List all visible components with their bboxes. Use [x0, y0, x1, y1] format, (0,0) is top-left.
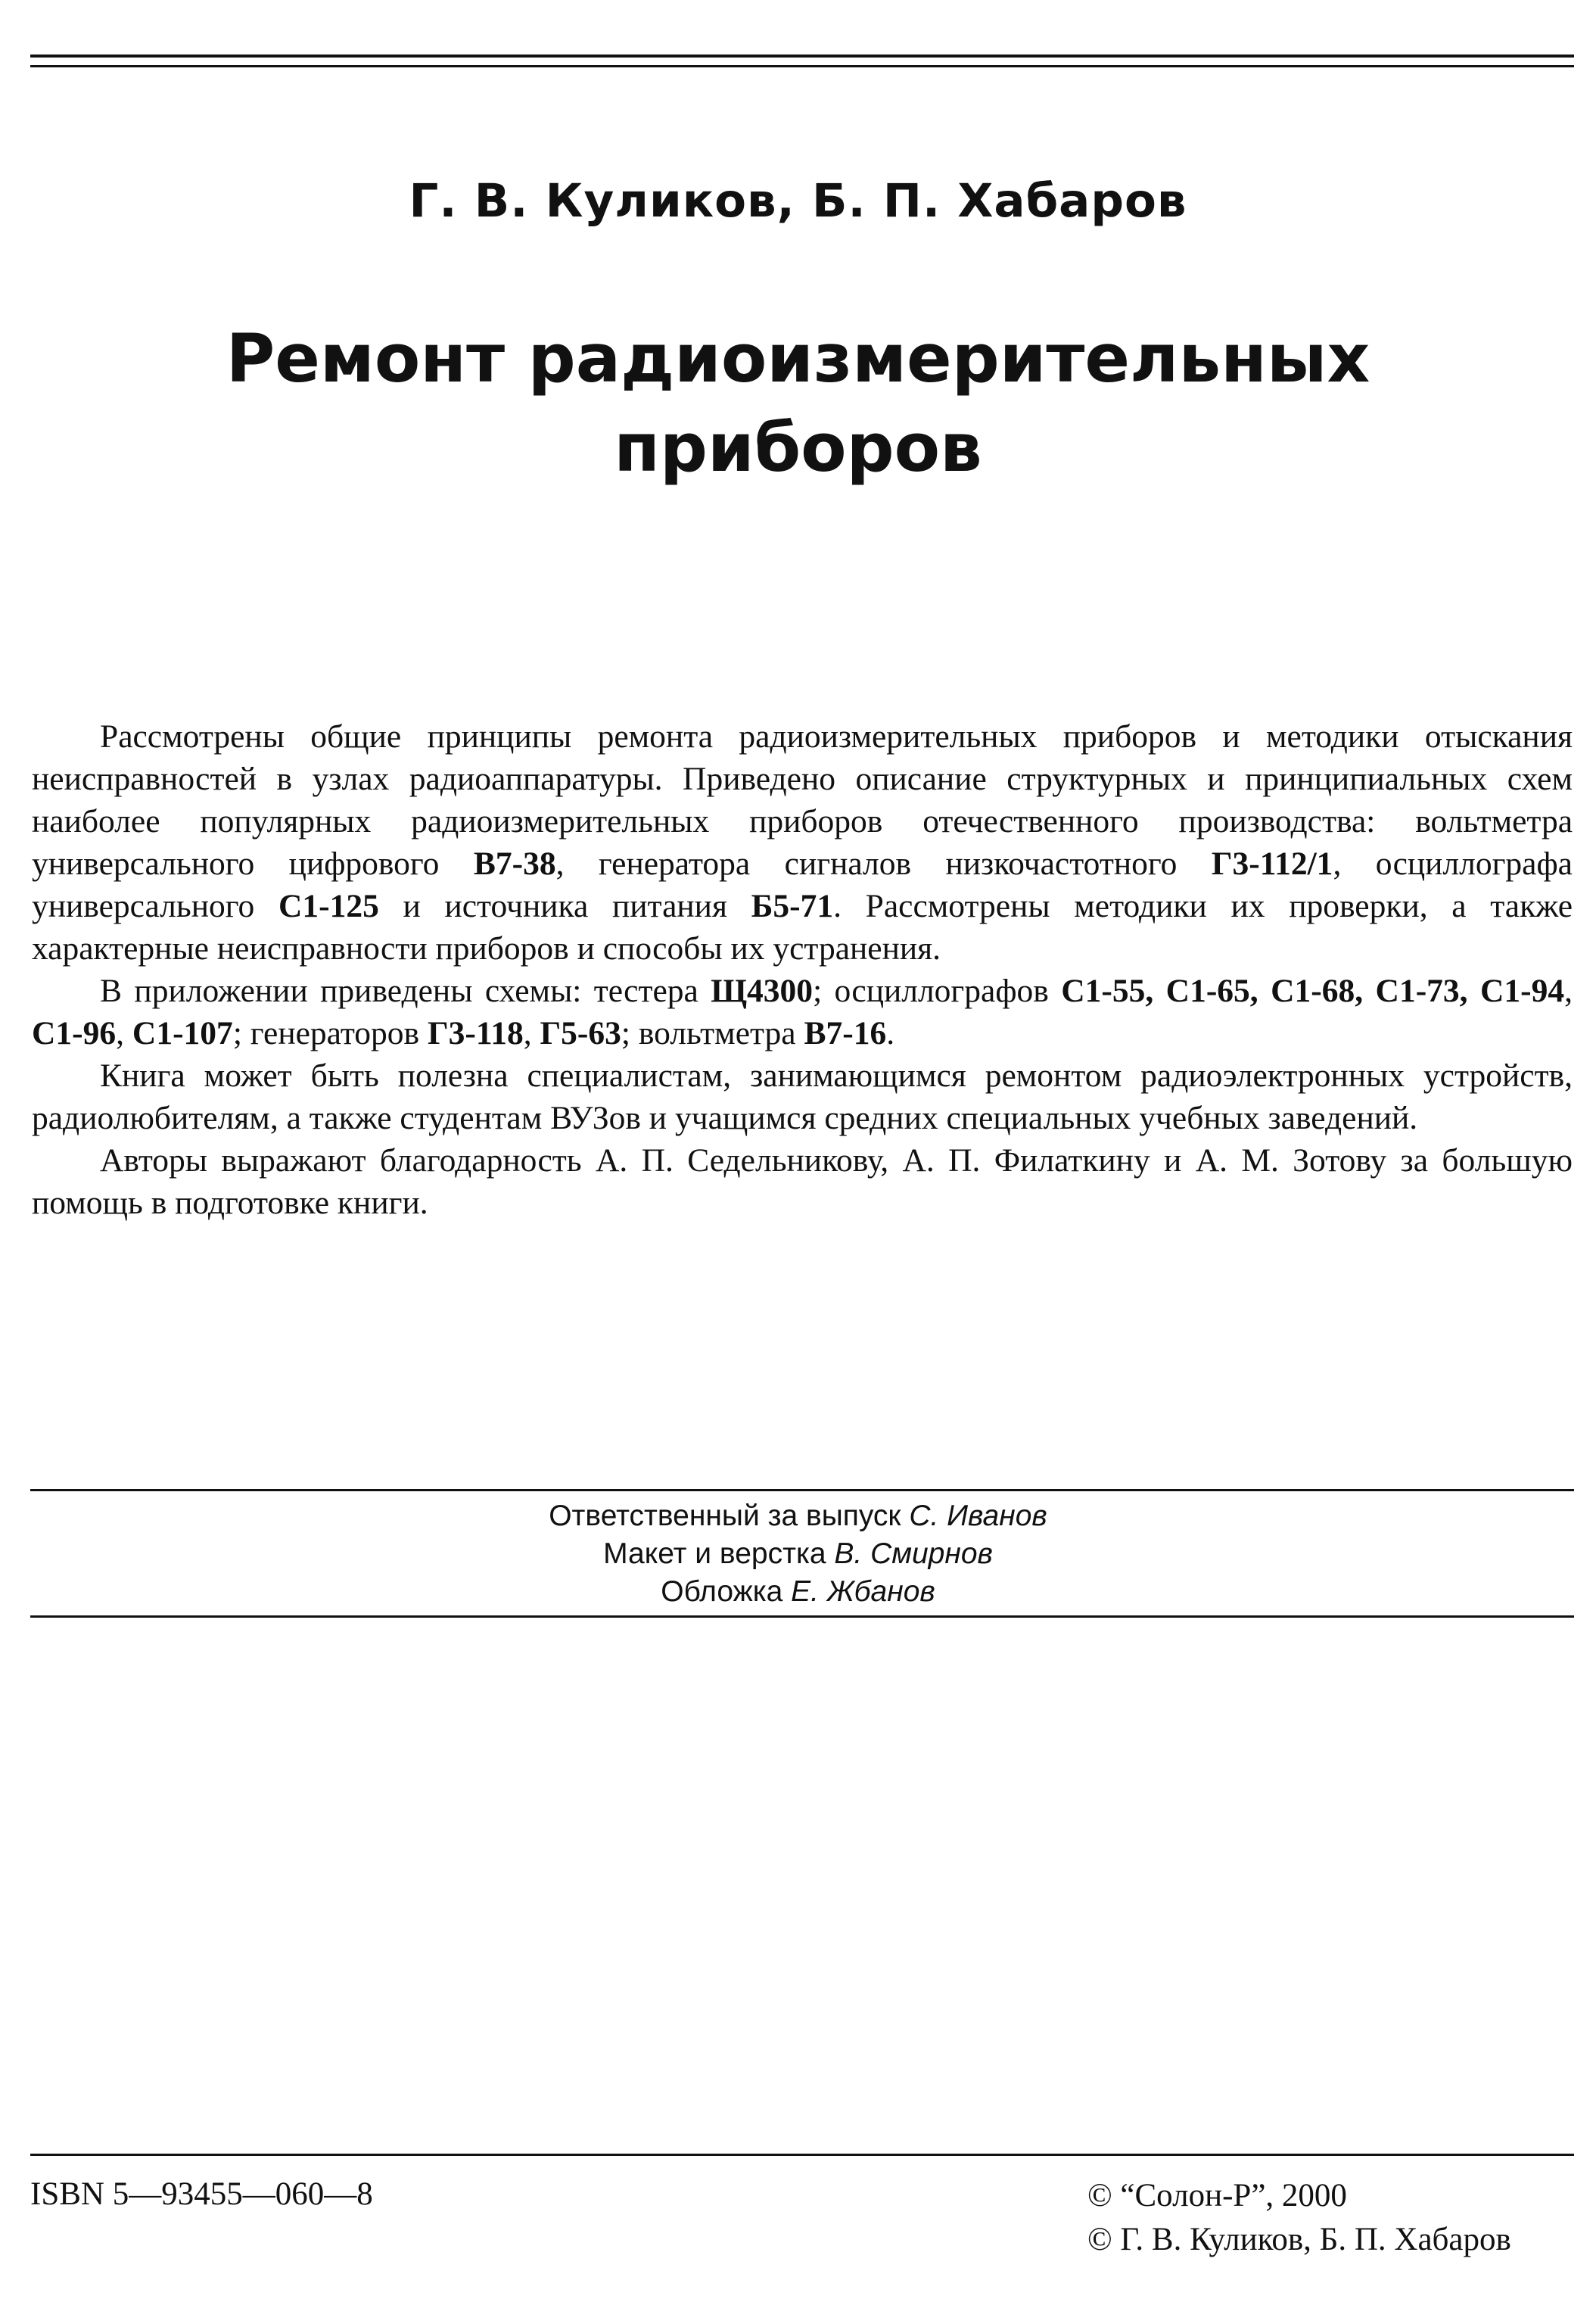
abstract-p2-model-3: С1-96 — [32, 1015, 117, 1051]
abstract-p2-model-4: С1-107 — [132, 1015, 233, 1051]
top-rule-thin — [30, 65, 1574, 67]
abstract-p2-model-1: Щ4300 — [711, 973, 814, 1009]
abstract-paragraph-4: Авторы выражают благодарность А. П. Седельникову, А. П. Филаткину и А. М. Зотову за большую помощь в подготовке книги. — [32, 1142, 1573, 1221]
copyright-publisher: © “Солон-Р”, 2000 — [1087, 2178, 1347, 2213]
abstract-p2-text-8: . — [886, 1015, 895, 1051]
book-title-line-2: приборов — [614, 409, 982, 487]
top-rule-thick — [30, 55, 1574, 58]
abstract-p2-model-6: Г5-63 — [540, 1015, 621, 1051]
abstract-p1-text-3: , осциллографа универсального — [32, 846, 1573, 924]
book-abstract — [32, 715, 1573, 1224]
abstract-paragraph-3: Книга может быть полезна специалистам, занимающимся ремонтом радиоэлектронных устройств, радиолюбителям, а также студентам ВУЗов и учащимся средних специальных учебных заведений. — [32, 1058, 1573, 1136]
abstract-p2-text-7: ; вольтметра — [621, 1015, 804, 1051]
credit-release-label: Ответственный за выпуск — [549, 1500, 901, 1532]
credit-cover-label: Обложка — [661, 1575, 783, 1608]
bottom-rule — [30, 2154, 1574, 2156]
abstract-p1-text-2: , генератора сигналов низкочастотного — [555, 846, 1212, 882]
abstract-p2-text-2: ; осциллографов — [813, 973, 1062, 1009]
abstract-p2-text-3: , — [1564, 973, 1573, 1009]
abstract-p1-model-4: Б5-71 — [751, 888, 834, 924]
book-title-line-1: Ремонт радиоизмерительных — [226, 319, 1370, 397]
abstract-p2-text-6: , — [523, 1015, 540, 1051]
credit-cover-name: Е. Жбанов — [791, 1575, 935, 1608]
abstract-p1-text-5: . Рассмотрены методики их проверки, а также характерные неисправности приборов и способы их устранения. — [32, 888, 1573, 967]
credits-bottom-rule — [30, 1615, 1574, 1618]
abstract-p1-model-2: Г3-112/1 — [1211, 846, 1333, 882]
abstract-p1-text-1: Рассмотрены общие принципы ремонта радиоизмерительных приборов и методики отыскания неисправностей в узлах радиоаппаратуры. Приведено описание структурных и принципиальных схем наиболее популярных радиоизмерительных приборов отечественного производства: вольтметра универсального цифрового — [32, 718, 1573, 882]
isbn: ISBN 5—93455—060—8 — [30, 2176, 373, 2212]
abstract-p2-text-1: В приложении приведены схемы: тестера — [100, 973, 711, 1009]
production-credits — [0, 1497, 1596, 1611]
credits-top-rule — [30, 1489, 1574, 1491]
abstract-p2-model-2: С1-55, С1-65, С1-68, С1-73, С1-94 — [1061, 973, 1565, 1009]
abstract-p2-text-5: ; генераторов — [232, 1015, 428, 1051]
abstract-paragraph-2 — [32, 970, 1573, 1054]
abstract-p2-model-5: Г3-118 — [427, 1015, 524, 1051]
abstract-p2-text-4: , — [116, 1015, 132, 1051]
credit-release-name: С. Иванов — [909, 1500, 1047, 1532]
book-authors: Г. В. Куликов, Б. П. Хабаров — [409, 174, 1187, 228]
abstract-p1-model-3: С1-125 — [278, 888, 379, 924]
book-title — [0, 314, 1596, 493]
copyright-block — [1087, 2174, 1511, 2262]
credit-release — [0, 1497, 1596, 1535]
credit-layout-name: В. Смирнов — [834, 1537, 993, 1570]
abstract-p2-model-7: В7-16 — [804, 1015, 887, 1051]
abstract-p1-text-4: и источника питания — [378, 888, 751, 924]
abstract-p1-model-1: В7-38 — [473, 846, 556, 882]
copyright-authors: © Г. В. Куликов, Б. П. Хабаров — [1087, 2222, 1511, 2257]
credit-layout — [0, 1535, 1596, 1573]
credit-cover — [0, 1573, 1596, 1611]
abstract-paragraph-1 — [32, 715, 1573, 970]
credit-layout-label: Макет и верстка — [603, 1537, 826, 1570]
